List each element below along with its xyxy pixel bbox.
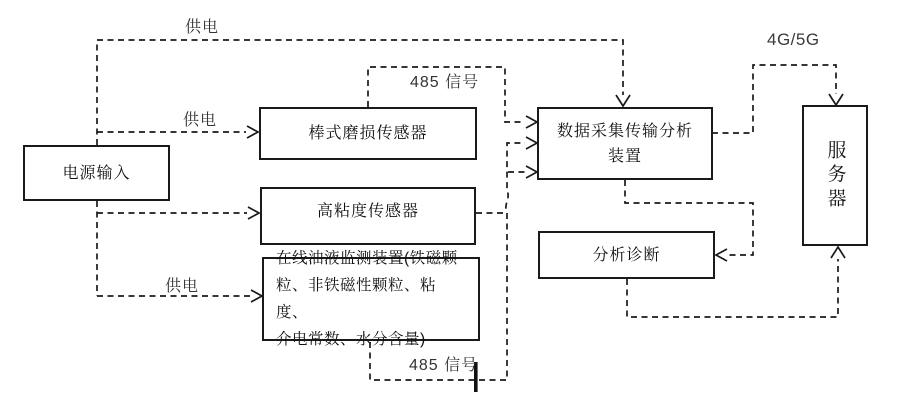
arrowhead-into-daq-top [616,95,630,106]
label-power-supply-top: 供电 [185,19,220,36]
node-analysis-diagnosis-label: 分析诊断 [592,246,661,264]
node-oil-monitor-line2: 粒、非铁磁性颗粒、粘度、 [276,277,437,321]
node-rod-wear-sensor-label: 棒式磨损传感器 [308,125,428,142]
arrowhead-into-server-top [829,94,843,105]
node-daq-unit [537,107,713,180]
node-server [802,105,868,246]
node-viscosity-sensor-label: 高粘度传感器 [316,202,419,220]
label-4g-5g: 4G/5G [767,30,820,49]
node-oil-monitor-line3: 介电常数、水分含量) [276,331,426,348]
node-server-label: 服务器 [824,139,846,212]
node-oil-monitor-line1: 在线油液监测装置(铁磁颗 [276,250,458,267]
node-oil-monitor [262,250,480,348]
arrowhead-into-rod [247,126,258,138]
arrowhead-into-oil [251,290,262,302]
arrowhead-into-daq-3 [526,166,537,178]
node-daq-unit-line1: 数据采集传输分析 [556,122,693,140]
arrowhead-into-diagnosis [716,249,727,261]
label-485-signal-bottom: 485 信号 [409,357,479,374]
label-485-signal-top: 485 信号 [410,74,480,91]
node-rod-wear-sensor [259,107,477,160]
arrowhead-into-viscosity [248,207,259,219]
label-power-supply-bottom: 供电 [165,278,200,295]
arrowhead-into-server-bottom [831,247,845,258]
node-daq-unit-line2: 装置 [607,147,642,165]
arrowhead-into-daq-2 [526,137,537,149]
node-viscosity-sensor [260,187,476,245]
node-analysis-diagnosis [538,231,715,279]
arrowhead-into-daq-1 [526,116,537,128]
node-power-input-label: 电源输入 [62,164,131,182]
label-power-supply-mid: 供电 [183,112,218,129]
node-power-input [23,145,170,201]
